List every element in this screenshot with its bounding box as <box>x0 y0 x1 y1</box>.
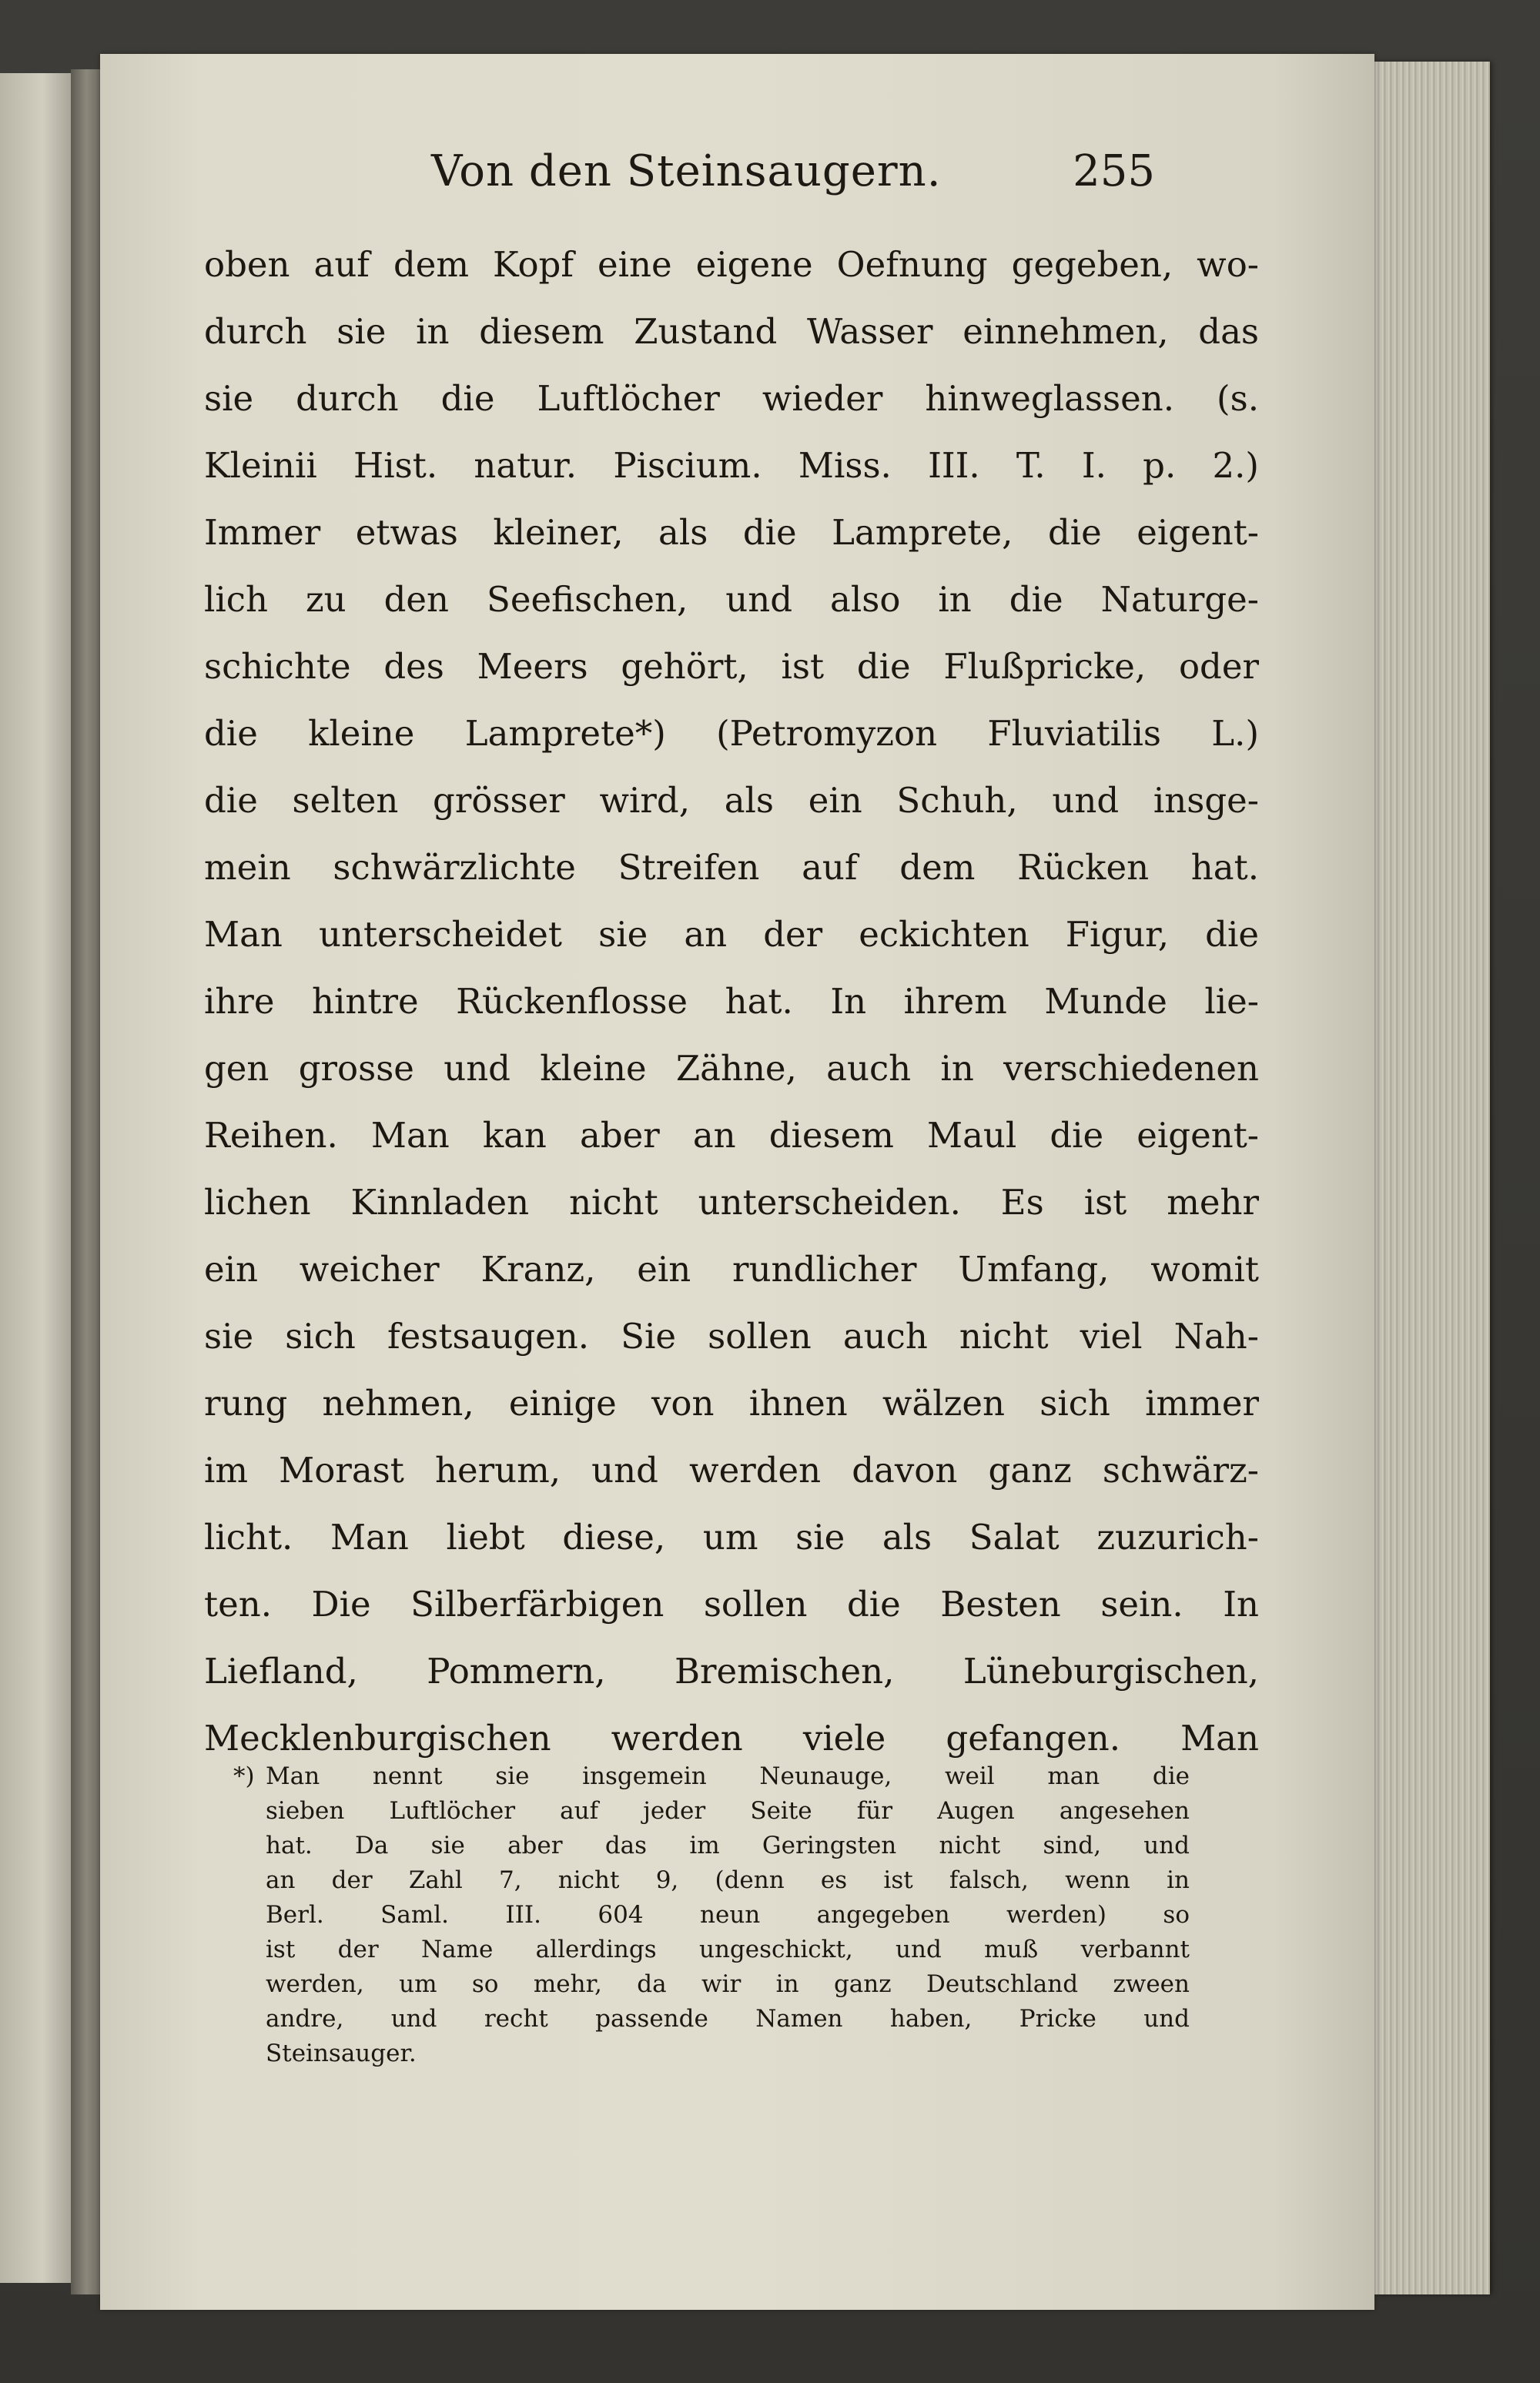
text-line: Liefland, Pommern, Bremischen, Lüneburgischen, <box>204 1651 1259 1692</box>
book-gutter <box>71 69 102 2294</box>
text-line: licht. Man liebt diese, um sie als Salat zuzurich- <box>204 1517 1259 1558</box>
running-title: Von den Steinsaugern. <box>431 146 942 196</box>
text-line: lichen Kinnladen nicht unterscheiden. Es ist mehr <box>204 1182 1259 1223</box>
footnote-line: hat. Da sie aber das im Geringsten nicht sind, und <box>266 1832 1190 1859</box>
text-line: ein weicher Kranz, ein rundlicher Umfang, womit <box>204 1249 1259 1290</box>
footnote-line: Berl. Saml. III. 604 neun angegeben werden) so <box>266 1901 1190 1929</box>
footnote <box>233 1759 1190 2071</box>
footnote-line: Man nennt sie insgemein Neunauge, weil man die <box>266 1762 1190 1790</box>
text-line: die kleine Lamprete*) (Petromyzon Fluviatilis L.) <box>204 713 1259 754</box>
text-line: Immer etwas kleiner, als die Lamprete, die eigent- <box>204 512 1259 553</box>
page-number: 255 <box>1073 146 1155 196</box>
text-line: schichte des Meers gehört, ist die Flußpricke, oder <box>204 646 1259 687</box>
footnote-line: werden, um so mehr, da wir in ganz Deutschland zween <box>266 1970 1190 1998</box>
left-page-edge <box>0 73 71 2283</box>
text-line: oben auf dem Kopf eine eigene Oefnung gegeben, wo- <box>204 244 1259 285</box>
text-line: gen grosse und kleine Zähne, auch in verschiedenen <box>204 1048 1259 1089</box>
text-line: lich zu den Seefischen, und also in die Naturge- <box>204 579 1259 620</box>
page-stack-edges <box>1374 62 1490 2294</box>
footnote-line: an der Zahl 7, nicht 9, (denn es ist falsch, wenn in <box>266 1866 1190 1894</box>
footnote-line: andre, und recht passende Namen haben, Pricke und <box>266 2005 1190 2033</box>
text-line: ihre hintre Rückenflosse hat. In ihrem Munde lie- <box>204 981 1259 1022</box>
text-line: sie sich festsaugen. Sie sollen auch nicht viel Nah- <box>204 1316 1259 1357</box>
body-text <box>204 231 1259 1772</box>
text-line: Kleinii Hist. natur. Piscium. Miss. III. T. I. p. 2.) <box>204 445 1259 486</box>
text-line: Man unterscheidet sie an der eckichten Figur, die <box>204 914 1259 955</box>
footnote-line: ist der Name allerdings ungeschickt, und muß verbannt <box>266 1936 1190 1963</box>
text-line: ten. Die Silberfärbigen sollen die Besten sein. In <box>204 1584 1259 1625</box>
text-line: rung nehmen, einige von ihnen wälzen sich immer <box>204 1383 1259 1424</box>
text-line: Mecklenburgischen werden viele gefangen. Man <box>204 1718 1259 1759</box>
text-line: Reihen. Man kan aber an diesem Maul die eigent- <box>204 1115 1259 1156</box>
page-header <box>100 146 1155 231</box>
text-line: mein schwärzlichte Streifen auf dem Rücken hat. <box>204 847 1259 888</box>
text-line: sie durch die Luftlöcher wieder hinweglassen. (s. <box>204 378 1259 419</box>
text-line: im Morast herum, und werden davon ganz schwärz- <box>204 1450 1259 1491</box>
text-line: durch sie in diesem Zustand Wasser einnehmen, das <box>204 311 1259 352</box>
text-line: die selten grösser wird, als ein Schuh, und insge- <box>204 780 1259 821</box>
footnote-line: sieben Luftlöcher auf jeder Seite für Augen angesehen <box>266 1797 1190 1825</box>
footnote-line: Steinsauger. <box>266 2040 417 2067</box>
footnote-marker: *) <box>233 1762 255 1790</box>
